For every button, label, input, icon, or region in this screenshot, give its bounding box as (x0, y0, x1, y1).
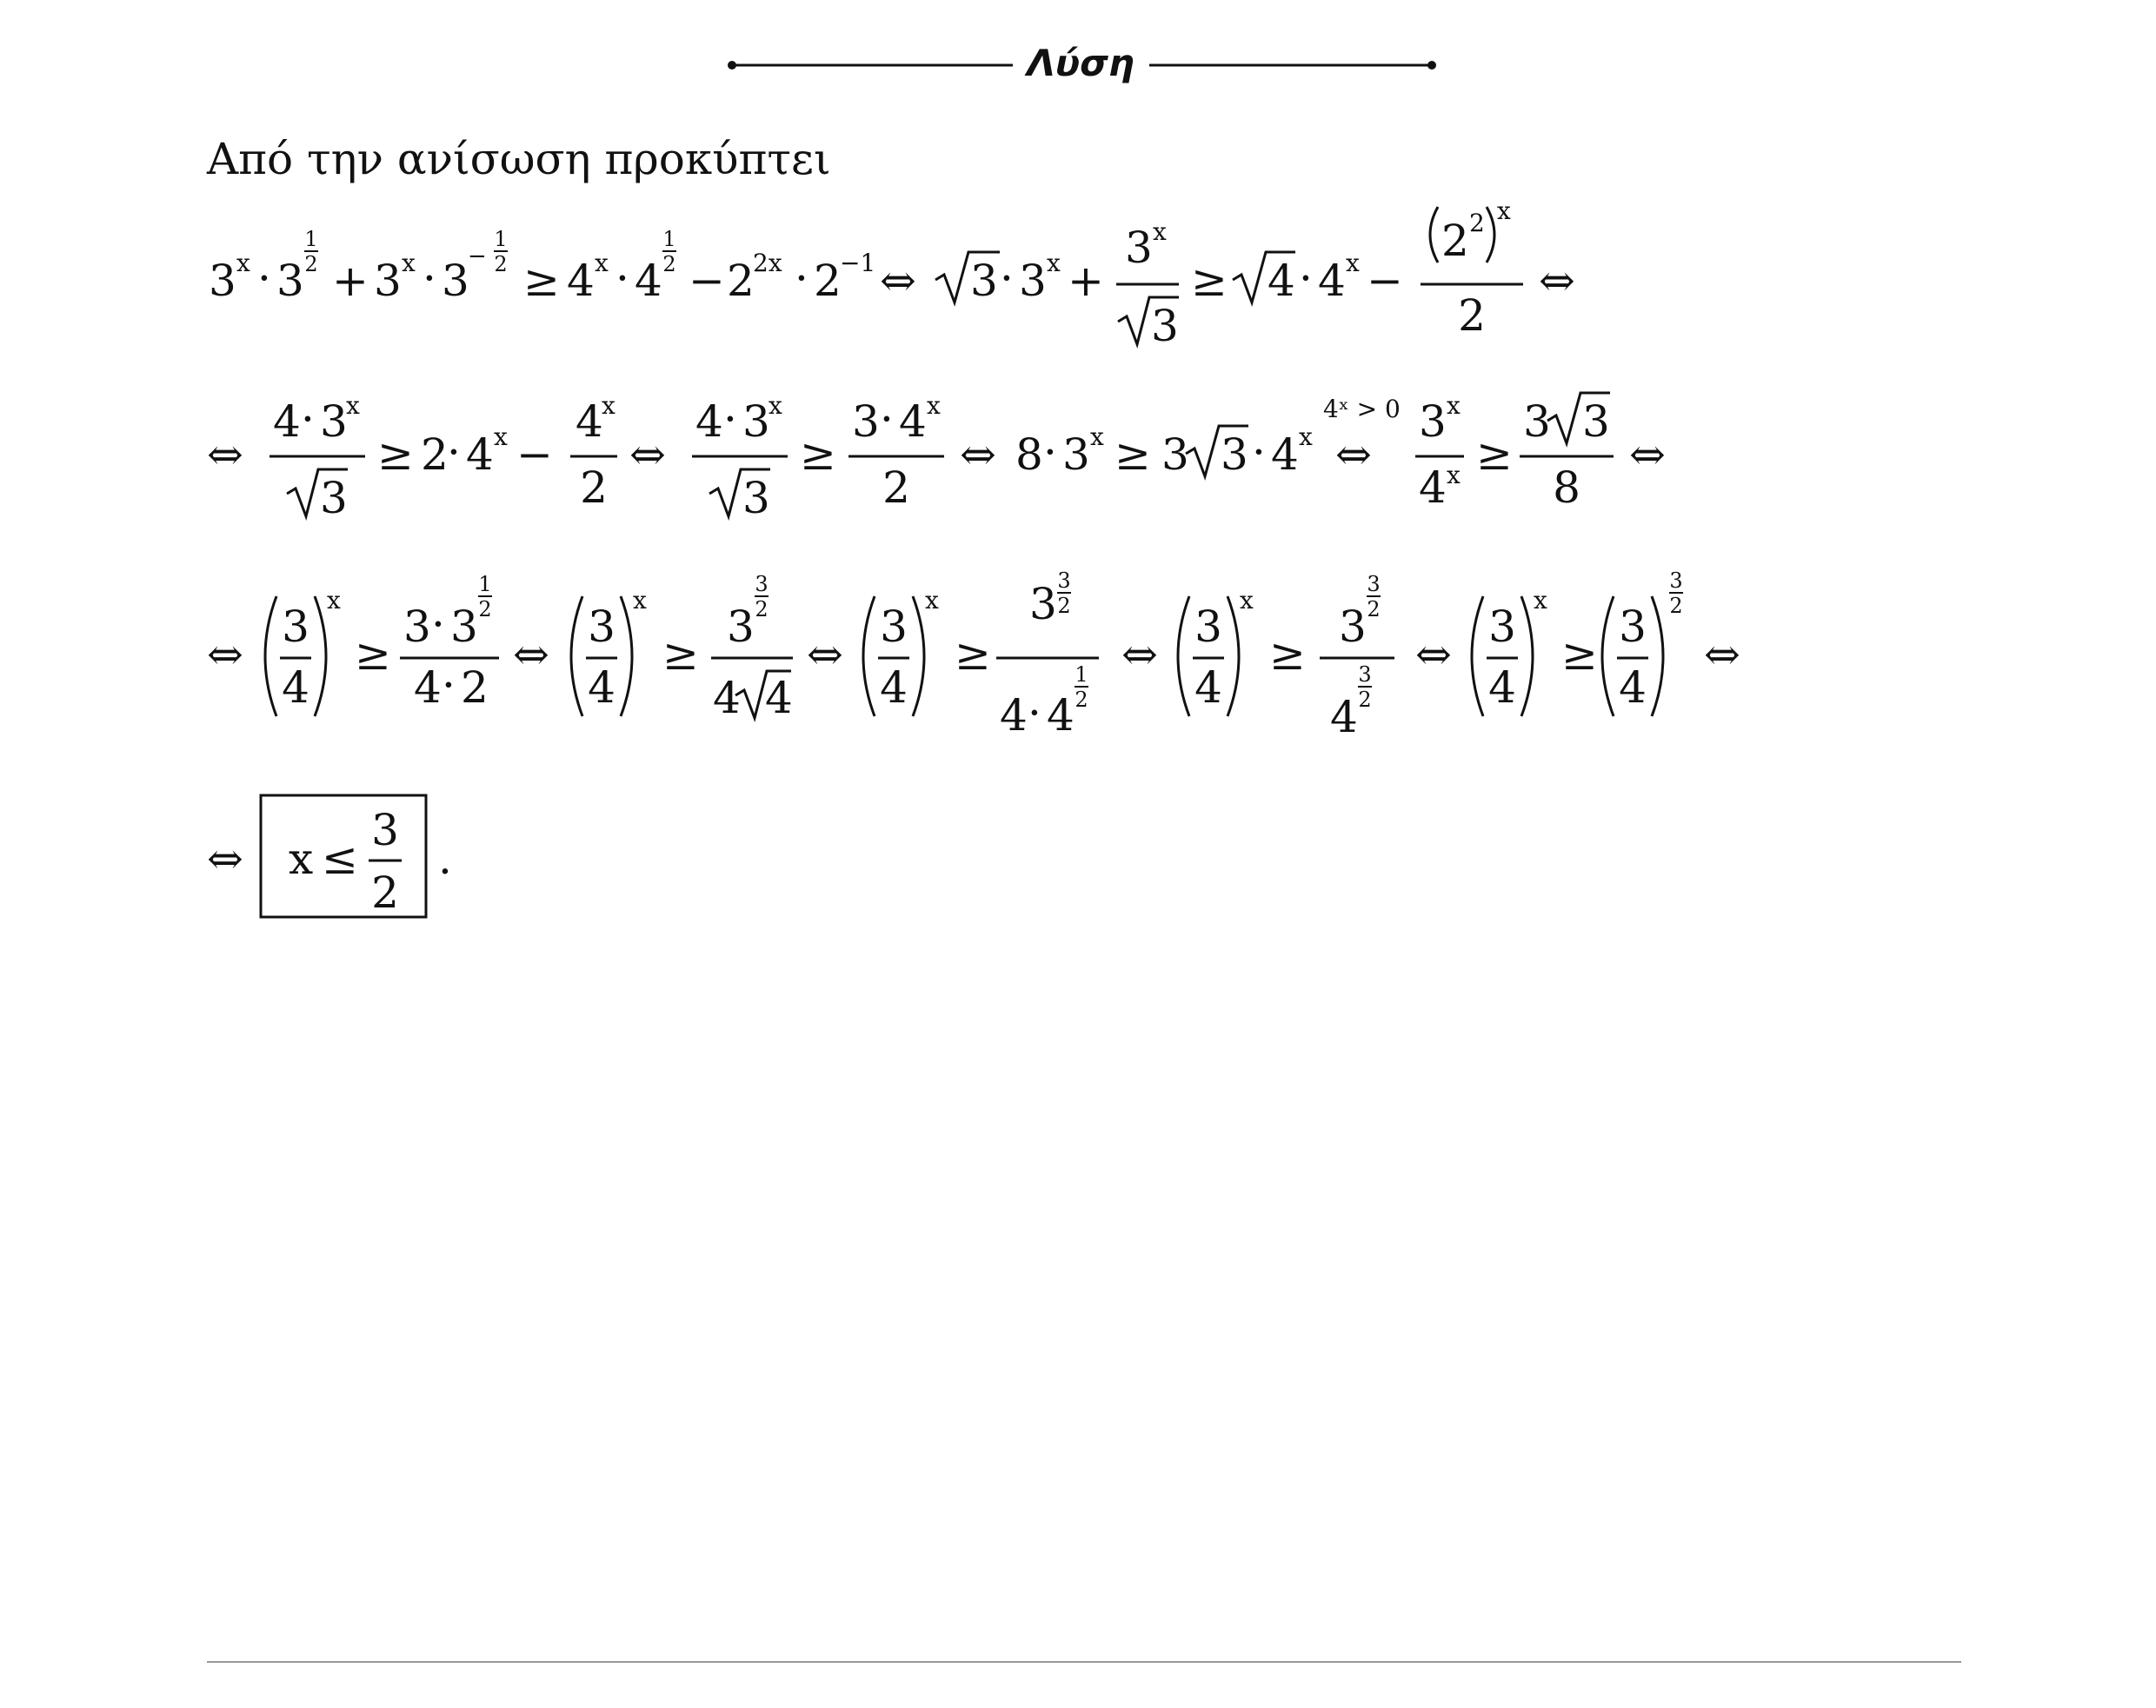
dot-op: · (447, 427, 461, 477)
exp-frac-num: 1 (304, 227, 318, 251)
paren-left (1430, 207, 1438, 263)
dot-op: · (1252, 427, 1266, 477)
iff-op: ⇔ (207, 834, 243, 884)
base-4: 4 (567, 256, 595, 306)
iff-op: ⇔ (207, 629, 243, 680)
frac-den: 2 (1458, 290, 1486, 341)
geq-op: ≥ (1269, 629, 1306, 680)
exp-frac-den: 2 (494, 252, 508, 276)
base-3: 3 (276, 256, 304, 306)
frac-den-base: 4 (1419, 462, 1447, 513)
frac-num-base: 4 (576, 396, 603, 447)
iff-op: ⇔ (1415, 629, 1452, 680)
sqrt-radicand: 4 (765, 673, 793, 723)
minus-op: − (1367, 256, 1403, 306)
exp-x: x (602, 391, 616, 420)
base-4: 4 (1271, 429, 1299, 480)
exp-frac-num: 3 (1057, 568, 1071, 593)
paren-right (621, 596, 632, 716)
exp-x: x (927, 391, 941, 420)
exp-frac-den: 2 (755, 597, 769, 621)
base-4: 4 (1318, 256, 1346, 306)
num-3: 3 (1161, 429, 1189, 480)
geq-op: ≥ (355, 629, 391, 680)
frac-num: 3 (1194, 601, 1222, 652)
paren-left (1178, 596, 1189, 716)
exp-frac-num: 3 (755, 572, 769, 596)
exp-2: 2 (1469, 209, 1485, 237)
exp-frac-num: 1 (1075, 662, 1088, 687)
iff-op: ⇔ (1121, 629, 1158, 680)
paren-right (913, 596, 924, 716)
geq-op: ≥ (523, 256, 560, 306)
frac-num-base: 3 (742, 396, 770, 447)
exp-neg-one: −1 (840, 249, 876, 277)
dot-op: · (1299, 253, 1313, 303)
frac-num-base: 3 (450, 601, 478, 652)
frac-den-base: 4 (1047, 690, 1075, 741)
dot-op: · (301, 394, 315, 444)
exp-x: x (1090, 422, 1104, 451)
header-dot-left (728, 61, 736, 70)
dot-op: · (880, 394, 894, 444)
paren-left (1472, 596, 1483, 716)
frac-den-2: 2 (461, 662, 489, 713)
frac-den: 2 (580, 462, 608, 513)
header (728, 42, 1436, 84)
exp-x: x (1299, 422, 1313, 451)
geq-op: ≥ (1561, 629, 1598, 680)
condition-label: 4ˣ > 0 (1323, 395, 1401, 423)
exp-2x: 2x (753, 249, 782, 277)
exp-x: x (1497, 196, 1511, 225)
iff-op: ⇔ (1539, 256, 1575, 306)
exp-frac-den: 2 (1075, 688, 1088, 712)
frac-den: 4 (1488, 662, 1516, 713)
frac-num: 3 (588, 601, 616, 652)
sqrt-radicand: 3 (1151, 301, 1179, 351)
sqrt-radicand: 3 (1221, 429, 1248, 480)
header-dot-right (1427, 61, 1436, 70)
exp-x: x (1447, 391, 1461, 420)
result-var: x (289, 834, 314, 884)
frac-num: 3 (1488, 601, 1516, 652)
exp-frac-den: 2 (1358, 688, 1372, 712)
geq-op: ≥ (662, 629, 699, 680)
dot-op: · (423, 253, 436, 303)
frac-num-3: 3 (403, 601, 431, 652)
period: . (438, 834, 452, 884)
frac-den: 2 (371, 867, 399, 918)
iff-op: ⇔ (960, 429, 996, 480)
frac-num-base: 3 (1125, 223, 1153, 273)
base-3: 3 (374, 256, 402, 306)
equation-line-2 (207, 391, 1666, 523)
frac-den-base: 4 (1330, 692, 1358, 742)
exp-frac-den: 2 (1057, 594, 1071, 618)
exp-x: x (1047, 249, 1061, 277)
frac-den: 4 (282, 662, 309, 713)
geq-op: ≥ (800, 429, 836, 480)
paren-left (265, 596, 276, 716)
exp-frac-num: 3 (1367, 572, 1381, 596)
exp-x: x (236, 249, 250, 277)
paren-right (1521, 596, 1533, 716)
num-2: 2 (421, 429, 449, 480)
result-box (261, 795, 426, 918)
frac-num-4: 4 (273, 396, 301, 447)
exp-x: x (925, 586, 939, 615)
dot-op: · (795, 253, 808, 303)
base-2: 2 (727, 256, 755, 306)
plus-op: + (332, 256, 369, 306)
frac-den-4: 4 (414, 662, 442, 713)
dot-op: · (723, 394, 737, 444)
frac-den: 4 (1619, 662, 1647, 713)
exp-frac-den: 2 (662, 252, 676, 276)
exp-frac-num: 1 (662, 227, 676, 251)
exp-x: x (402, 249, 416, 277)
frac-num-base: 3 (1339, 601, 1367, 652)
geq-op: ≥ (377, 429, 414, 480)
base-4: 4 (466, 429, 494, 480)
dot-op: · (1028, 688, 1041, 738)
dot-op: · (431, 599, 445, 649)
equation-line-1 (209, 196, 1575, 351)
header-title: Λύση (1027, 42, 1135, 84)
base-3: 3 (1019, 256, 1047, 306)
exp-x: x (1346, 249, 1360, 277)
exp-x: x (1153, 217, 1167, 246)
exp-x: x (1447, 461, 1461, 489)
frac-num-3: 3 (1523, 396, 1551, 447)
equation-line-3 (207, 568, 1740, 742)
exp-x: x (633, 586, 647, 615)
frac-den: 8 (1553, 462, 1580, 513)
paren-left (863, 596, 875, 716)
iff-op: ⇔ (513, 629, 549, 680)
frac-den-4: 4 (713, 673, 741, 723)
dot-op: · (616, 253, 629, 303)
paren-left (1602, 596, 1614, 716)
exp-x: x (1534, 586, 1547, 615)
iff-op: ⇔ (1704, 629, 1740, 680)
dot-op: · (1043, 427, 1057, 477)
dot-op: · (1000, 253, 1014, 303)
exp-x: x (1240, 586, 1254, 615)
geq-op: ≥ (1191, 256, 1228, 306)
exp-x: x (494, 422, 508, 451)
exp-frac-num: 3 (1669, 568, 1683, 593)
dot-op: · (442, 660, 456, 710)
frac-num: 3 (880, 601, 908, 652)
base-2: 2 (814, 256, 842, 306)
frac-num: 3 (1619, 601, 1647, 652)
dot-op: · (257, 253, 271, 303)
iff-op: ⇔ (807, 629, 843, 680)
exp-frac-num: 3 (1358, 662, 1372, 687)
frac-num-3: 3 (852, 396, 880, 447)
iff-op: ⇔ (207, 429, 243, 480)
sqrt-radicand: 3 (320, 473, 348, 523)
base-3: 3 (209, 256, 236, 306)
frac-num: 3 (282, 601, 309, 652)
frac-den: 4 (1194, 662, 1222, 713)
iff-op: ⇔ (1629, 429, 1666, 480)
frac-num-base: 3 (320, 396, 348, 447)
equation-line-4 (207, 795, 452, 918)
exp-x: x (346, 391, 360, 420)
sqrt-radicand: 4 (1268, 256, 1295, 306)
frac-num-base: 3 (727, 601, 755, 652)
base-4: 4 (635, 256, 662, 306)
frac-num-4: 4 (695, 396, 723, 447)
exp-neg-sign: − (468, 243, 487, 269)
plus-op: + (1068, 256, 1104, 306)
paren-left (571, 596, 582, 716)
geq-op: ≥ (955, 629, 991, 680)
exp-frac-den: 2 (304, 252, 318, 276)
exp-x: x (595, 249, 609, 277)
paren-right (1228, 596, 1239, 716)
frac-num-base: 2 (1441, 216, 1469, 266)
frac-den: 2 (882, 462, 910, 513)
frac-num-base: 3 (1419, 396, 1447, 447)
paren-right (1652, 596, 1663, 716)
num-8: 8 (1015, 429, 1043, 480)
exp-x: x (769, 391, 782, 420)
minus-op: − (516, 429, 553, 480)
sqrt-radicand: 3 (970, 256, 998, 306)
geq-op: ≥ (1476, 429, 1513, 480)
frac-num-base: 4 (899, 396, 927, 447)
exp-x: x (327, 586, 341, 615)
frac-den: 4 (588, 662, 616, 713)
iff-op: ⇔ (1335, 429, 1372, 480)
minus-op: − (689, 256, 725, 306)
sqrt-radicand: 3 (742, 473, 770, 523)
iff-op: ⇔ (880, 256, 916, 306)
exp-frac-den: 2 (1367, 597, 1381, 621)
frac-num: 3 (371, 805, 399, 855)
frac-den-4: 4 (1000, 690, 1028, 741)
paren-right (315, 596, 326, 716)
intro-text: Από την ανίσωση προκύπτει (207, 134, 831, 184)
frac-num-base: 3 (1029, 579, 1057, 629)
geq-op: ≥ (1115, 429, 1151, 480)
exp-frac-num: 1 (494, 227, 508, 251)
sqrt-radicand: 3 (1582, 396, 1610, 447)
leq-op: ≤ (322, 834, 358, 884)
iff-op: ⇔ (629, 429, 666, 480)
exp-frac-den: 2 (1669, 594, 1683, 618)
base-3: 3 (1062, 429, 1090, 480)
base-3: 3 (442, 256, 469, 306)
paren-right (1487, 207, 1494, 263)
frac-den: 4 (880, 662, 908, 713)
exp-frac-num: 1 (478, 572, 492, 596)
exp-frac-den: 2 (478, 597, 492, 621)
